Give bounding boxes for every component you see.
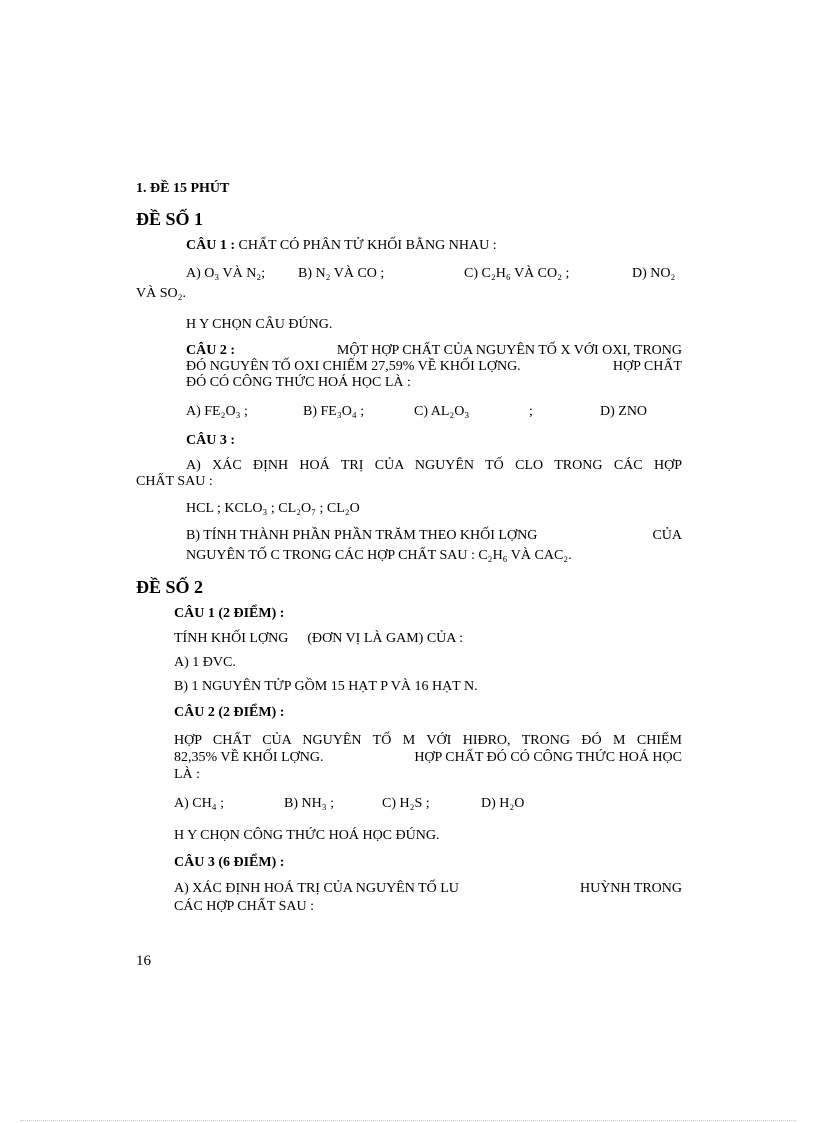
option-a: A) FE₂O₃ ;	[186, 404, 248, 419]
exam-1-question-1	[186, 238, 497, 254]
question-text: CHẤT CÓ PHÂN TỬ KHỐI BẰNG NHAU :	[238, 238, 497, 253]
option-d: D) NO₂	[632, 266, 676, 281]
question-text: TÍNH KHỐI LỢNG	[174, 631, 289, 646]
question-label: CÂU 2 :	[186, 343, 235, 358]
question-text: A) XÁC ĐỊNH HOÁ TRỊ CỦA NGUYÊN TỐ LU	[174, 881, 459, 896]
exam-1-heading: ĐỀ SỐ 1	[136, 209, 204, 229]
question-2-line-1: HỢP CHẤT CỦA NGUYÊN TỐ M VỚI HIĐRO, TRONG ĐÓ M CHIẾM	[174, 733, 682, 748]
question-text: ĐÓ NGUYÊN TỐ OXI CHIẾM 27,59% VỀ KHỐI LỢNG.	[186, 359, 521, 374]
question-text: B) TÍNH THÀNH PHẦN PHẦN TRĂM THEO KHỐI LỢNG	[186, 528, 538, 543]
option-d: D) H₂O	[481, 796, 525, 811]
question-text: 82,35% VỀ KHỐI LỢNG.	[174, 750, 324, 765]
option-d-continuation: VÀ SO₂.	[136, 286, 186, 301]
question-1-part-a: A) 1 ĐVC.	[174, 655, 236, 670]
exam-1-question-2-line-3: ĐÓ CÓ CÔNG THỨC HOÁ HỌC LÀ :	[186, 375, 411, 390]
option-b: B) N₂ VÀ CO ;	[298, 266, 385, 281]
exam-2-question-2-label: CÂU 2 (2 ĐIỂM) :	[174, 705, 285, 720]
option-separator: ;	[529, 404, 533, 419]
exam-1-question-3-label: CÂU 3 :	[186, 433, 235, 448]
question-2-line-2	[174, 750, 682, 766]
exam-2-question-3-label: CÂU 3 (6 ĐIỂM) :	[174, 855, 285, 870]
question-text-tail: HỢP CHẤT	[612, 359, 682, 374]
exam-1-question-2-line-1	[186, 343, 682, 359]
question-3-line-2: CÁC HỢP CHẤT SAU :	[174, 899, 315, 914]
question-3-line-1	[174, 881, 682, 897]
question-text-tail: HỢP CHẤT ĐÓ CÓ CÔNG THỨC HOÁ HỌC	[414, 750, 682, 765]
question-3-part-b-line-1	[186, 528, 682, 544]
option-d: D) ZNO	[600, 404, 648, 419]
page-number: 16	[136, 953, 151, 969]
question-label: CÂU 1 :	[186, 238, 235, 253]
option-c: C) H₂S ;	[382, 796, 430, 811]
question-3-part-a-line-2: CHẤT SAU :	[136, 474, 213, 489]
bottom-dotted-rule	[20, 1120, 796, 1121]
question-3-part-b-line-2: NGUYÊN TỐ C TRONG CÁC HỢP CHẤT SAU : C₂H₆ VÀ CAC₂.	[186, 548, 572, 563]
exam-1-question-2-line-2	[186, 359, 682, 375]
question-text: MỘT HỢP CHẤT CỦA NGUYÊN TỐ X VỚI OXI, TRONG	[336, 343, 682, 358]
option-a: A) O₃ VÀ N₂;	[186, 266, 266, 281]
option-b: B) NH₃ ;	[284, 796, 334, 811]
question-text-unit: (ĐƠN VỊ LÀ GAM) CỦA :	[307, 631, 463, 646]
exam-2-heading: ĐỀ SỐ 2	[136, 577, 204, 597]
question-3-part-a-line-1: A) XÁC ĐỊNH HOÁ TRỊ CỦA NGUYÊN TỐ CLO TRONG CÁC HỢP	[186, 458, 682, 473]
instruction: H Y CHỌN CÔNG THỨC HOÁ HỌC ĐÚNG.	[174, 828, 440, 843]
question-2-line-3: LÀ :	[174, 767, 201, 782]
option-b: B) FE₃O₄ ;	[303, 404, 365, 419]
option-c: C) C₂H₆ VÀ CO₂ ;	[464, 266, 570, 281]
question-1-part-b: B) 1 NGUYÊN TỬP GỒM 15 HẠT P VÀ 16 HẠT N.	[174, 679, 478, 694]
option-c: C) AL₂O₃	[414, 404, 470, 419]
question-1-intro	[174, 631, 463, 647]
option-a: A) CH₄ ;	[174, 796, 224, 811]
exam-2-question-1-label: CÂU 1 (2 ĐIỂM) :	[174, 606, 285, 621]
compound-list: HCL ; KCLO₃ ; CL₂O₇ ; CL₂O	[186, 501, 360, 516]
question-text-tail: HUỲNH TRONG	[579, 881, 682, 896]
section-title: 1. ĐỀ 15 PHÚT	[136, 181, 230, 196]
question-text-tail: CỦA	[652, 528, 682, 543]
instruction: H Y CHỌN CÂU ĐÚNG.	[186, 317, 333, 332]
